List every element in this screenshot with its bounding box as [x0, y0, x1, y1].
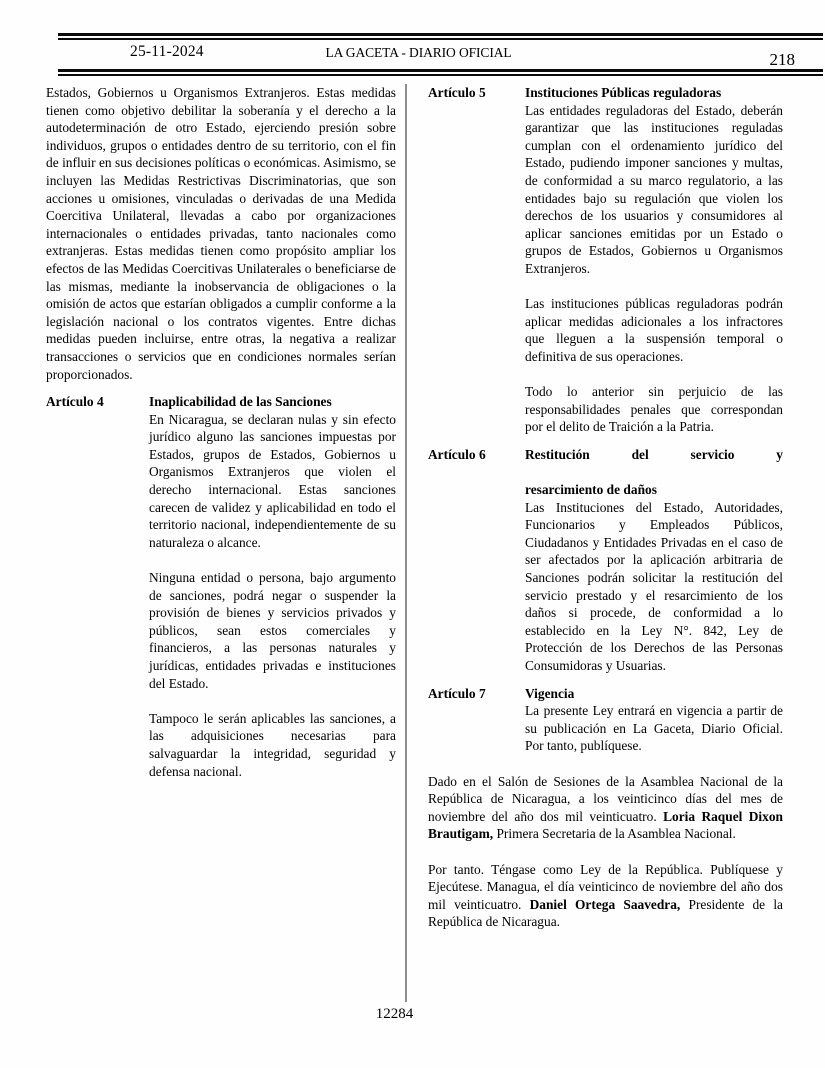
masthead-rule-bottom-outer	[58, 74, 823, 76]
closing-statement-assembly	[428, 773, 783, 843]
article-7-title: Vigencia	[525, 685, 575, 701]
article-4-paragraph-3: Tampoco le serán aplicables las sanciones, a las adquisiciones necesarias para salvaguardar la integridad, seguridad y defensa nacional.	[149, 710, 396, 779]
article-6-paragraph-1: Las Instituciones del Estado, Autoridades, Funcionarios y Empleados Públicos, Ciudadanos y Entidades Privadas en el caso de ser afectados por la aplicación arbitraria de Sanciones podrán solicitar la restitución del servicio prestado y el resarcimiento de los daños si procede, de conformidad a lo establecido en la Ley N°. 842, Ley de Protección de los Derechos de las Personas Consumidoras y Usuarias.	[525, 499, 783, 673]
article-6-title-line-2: resarcimiento de daños	[525, 482, 657, 498]
paragraph-gap	[525, 278, 783, 296]
continued-paragraph: Estados, Gobiernos u Organismos Extranjeros. Estas medidas tienen como objetivo debilitar la soberanía y el derecho a la autodeterminación de otro Estado, ejerciendo presión sobre individuos, grupos o entidades dentro de su territorio, con el fin de influir en sus decisiones políticas o económicas. Asimismo, se incluyen las Medidas Restrictivas Discriminatorias, que son acciones u omisiones, vinculadas o derivadas de una Medida Coercitiva Unilateral, llevadas a cabo por organizaciones internacionales o entidades privadas, tanto nacionales como extranjeras. Estas medidas tienen como propósito ampliar los efectos de las Medidas Coercitivas Unilaterales o beneficiarse de las mismas, mediante la inobservancia de obligaciones o la omisión de actos que estarían obligados a cumplir conforme a la legislación nacional o los contratos vigentes. Entre dichas medidas pueden incluirse, entre otras, la negativa a realizar transacciones o servicios que en condiciones normales serían proporcionados.	[46, 85, 396, 382]
article-6-title-line-1: Restitución del servicio y	[525, 446, 783, 462]
closing-1-text-after: Primera Secretaria de la Asamblea Nacional.	[493, 826, 736, 842]
article-5	[428, 84, 783, 436]
paragraph-gap	[149, 692, 396, 710]
article-4-title: Inaplicabilidad de las Sanciones	[149, 394, 332, 410]
masthead-content	[58, 41, 823, 68]
masthead-rule-top-inner	[58, 38, 823, 40]
closing-statement-president	[428, 861, 783, 931]
masthead-rule-top-outer	[58, 33, 823, 36]
masthead	[58, 33, 823, 79]
article-4-paragraph-2: Ninguna entidad o persona, bajo argumento de sanciones, podrá negar o suspender la provisión de bienes y servicios privados y públicos, sean estos comerciales y financieros, a las personas naturales y jurídicas, entidades privadas e instituciones del Estado.	[149, 570, 396, 691]
article-5-title: Instituciones Públicas reguladoras	[525, 85, 722, 100]
right-column	[428, 84, 783, 931]
article-7-label: Artículo 7	[428, 685, 486, 701]
article-4-paragraph-1: En Nicaragua, se declaran nulas y sin efecto jurídico alguno las sanciones impuestas por Estados, grupos de Estados, Gobiernos u Organismos Extranjeros que violen el derecho internacional. Estas sanciones carecen de validez y aplicabilidad en todo el territorio nacional, independientemente de su naturaleza o alcance.	[149, 411, 396, 550]
paragraph-gap	[428, 843, 783, 861]
article-5-body	[525, 84, 783, 436]
publication-date: 25-11-2024	[130, 43, 204, 60]
issue-number: 218	[769, 50, 795, 69]
article-7-body	[525, 685, 783, 755]
article-6	[428, 446, 783, 675]
article-4-body	[149, 393, 396, 780]
article-5-paragraph-3: Todo lo anterior sin perjuicio de las responsabilidades penales que correspondan por el delito de Traición a la Patria.	[525, 384, 783, 435]
article-6-label: Artículo 6	[428, 446, 486, 462]
left-column	[46, 84, 396, 780]
paragraph-gap	[525, 366, 783, 384]
column-divider	[405, 84, 407, 1002]
article-7	[428, 685, 783, 755]
paragraph-gap	[428, 755, 783, 773]
closing-2-text-after: Presidente de la República de Nicaragua.	[428, 896, 783, 930]
closing-1-signer: Loria Raquel Dixon Brautigam,	[428, 808, 783, 842]
closing-2-text-before: Por tanto. Téngase como Ley de la República. Publíquese y Ejecútese. Managua, el día veinticinco de noviembre del año dos mil veinticuatro.	[428, 861, 783, 912]
publication-title: LA GACETA - DIARIO OFICIAL	[325, 45, 512, 60]
article-6-body	[525, 446, 783, 675]
article-4	[46, 393, 396, 780]
paragraph-gap	[149, 551, 396, 569]
article-5-paragraph-1: Las entidades reguladoras del Estado, deberán garantizar que las instituciones reguladas cumplan con el ordenamiento jurídico del Estado, pudiendo imponer sanciones y multas, de conformidad a su marco regulatorio, a las entidades bajo su regulación que violen los derechos de los usuarios y consumidores al aplicar sanciones emitidas por un Estado o grupos de Estados, Gobiernos u Organismos Extranjeros.	[525, 102, 783, 276]
article-5-paragraph-2: Las instituciones públicas reguladoras podrán aplicar medidas adicionales a los infractores que lleguen a la suspensión temporal o definitiva de sus operaciones.	[525, 296, 783, 364]
article-5-label: Artículo 5	[428, 85, 486, 100]
page-folio-number: 12284	[375, 1006, 414, 1022]
article-4-label: Artículo 4	[46, 394, 104, 410]
article-7-paragraph-1: La presente Ley entrará en vigencia a partir de su publicación en La Gaceta, Diario Oficial. Por tanto, publíquese.	[525, 703, 783, 754]
masthead-rule-bottom-inner	[58, 69, 823, 72]
closing-2-signer: Daniel Ortega Saavedra,	[529, 896, 681, 912]
closing-1-text-before: Dado en el Salón de Sesiones de la Asamblea Nacional de la República de Nicaragua, a los veinticinco días del mes de noviembre del año dos mil veinticuatro.	[428, 773, 783, 824]
